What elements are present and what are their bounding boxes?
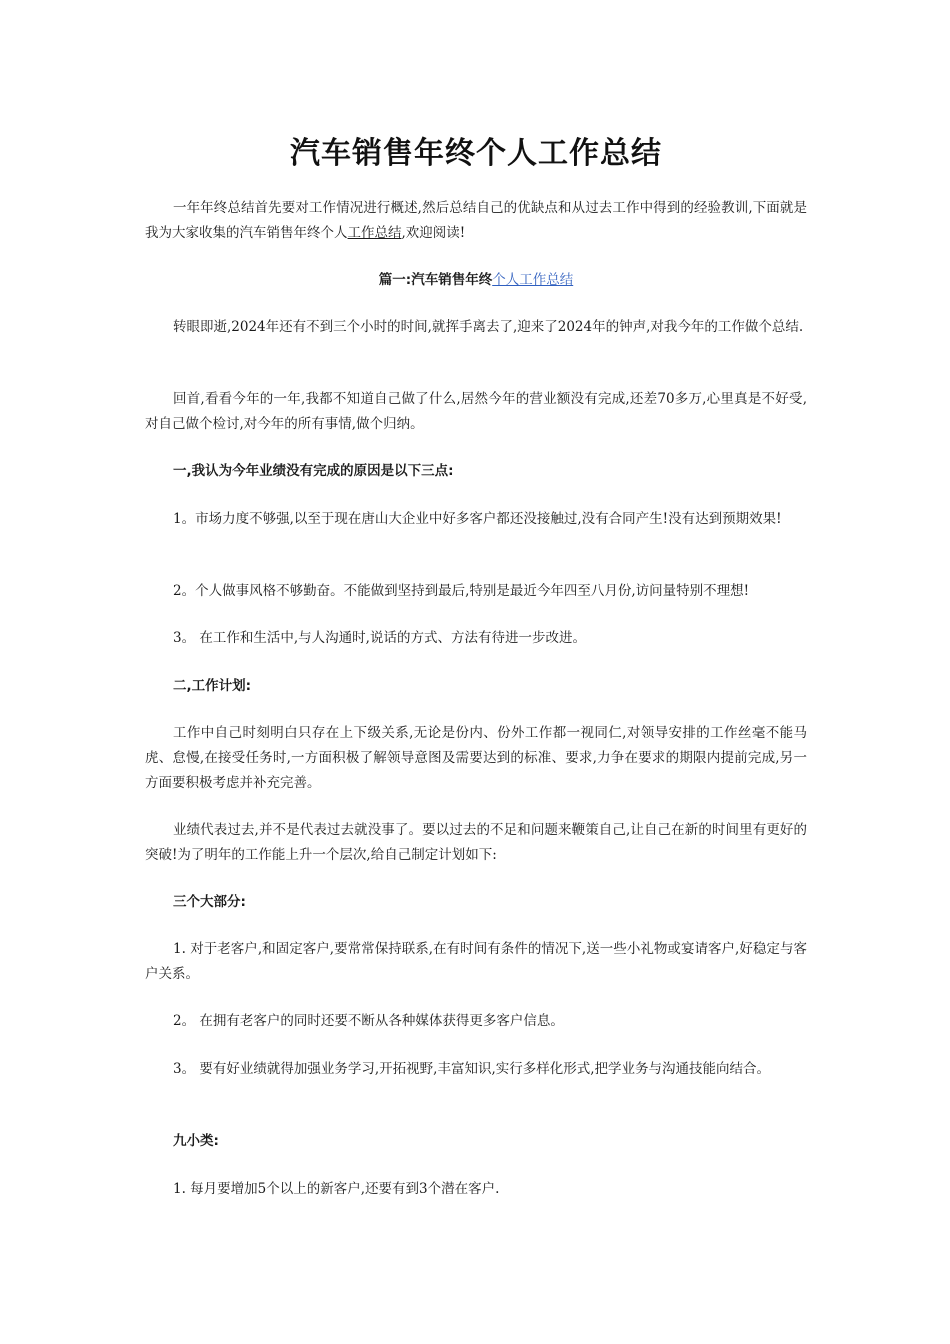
category-1: 1. 每月要增加5个以上的新客户,还要有到3个潜在客户. — [173, 1181, 500, 1197]
intro-text: 一年年终总结首先要对工作情况进行概述,然后总结自己的优缺点和从过去工作中得到的经验教训,下面就是我为大家收集的汽车销售年终个人 — [145, 200, 807, 241]
intro-paragraph — [145, 196, 807, 246]
work-summary-link[interactable]: 工作总结 — [347, 225, 402, 241]
heading-work-plan: 二,工作计划: — [173, 678, 252, 694]
intro-text-end: ,欢迎阅读! — [401, 225, 466, 241]
heading-nine-categories: 九小类: — [173, 1133, 219, 1149]
heading-reasons: 一,我认为今年业绩没有完成的原因是以下三点: — [173, 463, 454, 479]
paragraph-2: 回首,看看今年的一年,我都不知道自己做了什么,居然今年的营业额没有完成,还差70多万,心里真是不好受,对自己做个检讨,对今年的所有事情,做个归纳。 — [145, 391, 807, 432]
paragraph-3: 工作中自己时刻明白只存在上下级关系,无论是份内、份外工作都一视同仁,对领导安排的工作丝毫不能马虎、怠慢,在接受任务时,一方面积极了解领导意图及需要达到的标准、要求,力争在要求的期限内提前完成,另一方面要积极考虑并补充完善。 — [145, 725, 807, 791]
paragraph-4: 业绩代表过去,并不是代表过去就没事了。要以过去的不足和问题来鞭策自己,让自己在新的时间里有更好的突破!为了明年的工作能上升一个层次,给自己制定计划如下: — [145, 822, 807, 863]
reason-2: 2。个人做事风格不够勤奋。不能做到坚持到最后,特别是最近今年四至八月份,访问量特别不理想! — [173, 583, 750, 599]
section-heading — [145, 268, 807, 293]
part-1: 1. 对于老客户,和固定客户,要常常保持联系,在有时间有条件的情况下,送一些小礼物或宴请客户,好稳定与客户关系。 — [145, 941, 807, 982]
part-3: 3。 要有好业绩就得加强业务学习,开拓视野,丰富知识,实行多样化形式,把学业务与沟通技能向结合。 — [173, 1061, 771, 1077]
reason-3: 3。 在工作和生活中,与人沟通时,说话的方式、方法有待进一步改进。 — [173, 630, 586, 646]
reason-1: 1。市场力度不够强,以至于现在唐山大企业中好多客户都还没接触过,没有合同产生!没有达到预期效果! — [173, 511, 782, 527]
section-heading-prefix: 篇一:汽车销售年终 — [378, 272, 493, 288]
heading-three-parts: 三个大部分: — [173, 894, 246, 910]
document-title: 汽车销售年终个人工作总结 — [290, 136, 662, 171]
paragraph-1: 转眼即逝,2024年还有不到三个小时的时间,就挥手离去了,迎来了2024年的钟声,对我今年的工作做个总结. — [173, 319, 804, 335]
personal-summary-link[interactable]: 个人工作总结 — [492, 272, 574, 288]
part-2: 2。 在拥有老客户的同时还要不断从各种媒体获得更多客户信息。 — [173, 1013, 564, 1029]
